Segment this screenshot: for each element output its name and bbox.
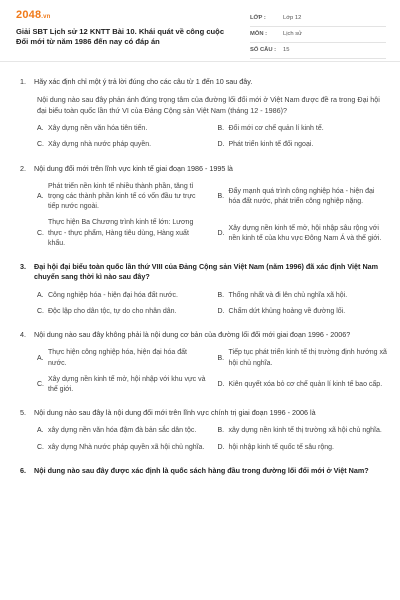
answer-option-c[interactable] bbox=[37, 307, 208, 317]
meta-row-class bbox=[250, 11, 386, 27]
meta-value: Lịch sử bbox=[283, 31, 303, 38]
question-number: 5. bbox=[20, 408, 26, 418]
meta-row-subject bbox=[250, 27, 386, 43]
page-header bbox=[0, 0, 400, 62]
option-letter: D. bbox=[217, 443, 225, 451]
option-text: Thực hiện công nghiệp hóa, hiện đại hóa đất nước. bbox=[48, 349, 187, 367]
answer-options bbox=[37, 348, 388, 395]
option-letter: B. bbox=[217, 125, 225, 133]
question-heading bbox=[20, 164, 388, 174]
question-5 bbox=[20, 408, 388, 453]
question-stem: Nội dung nào sau đây phản ánh đúng trọng tâm của đường lối đổi mới ở Việt Nam được đề ra trong Đại hội đại biểu toàn quốc lần thứ VI của Đảng Cộng sản Việt Nam (tháng 12 - 1986)? bbox=[37, 95, 380, 115]
option-letter: C. bbox=[37, 141, 44, 149]
question-text: Nội dung đổi mới trên lĩnh vực kinh tế giai đoạn 1986 - 1995 là bbox=[34, 163, 233, 173]
option-letter: B. bbox=[217, 193, 225, 201]
option-text: Tiếp tục phát triển kinh tế thị trường định hướng xã hội chủ nghĩa. bbox=[228, 349, 387, 367]
option-letter: B. bbox=[217, 291, 225, 299]
question-2 bbox=[20, 164, 388, 249]
answer-option-d[interactable] bbox=[218, 375, 389, 395]
option-text: Thực hiện Ba Chương trình kinh tế lớn: Lương thực - thực phẩm, Hàng tiêu dùng, Hàng xuất khẩu. bbox=[48, 219, 194, 247]
question-number: 6. bbox=[20, 465, 26, 475]
option-text: Thống nhất và đi lên chủ nghĩa xã hội. bbox=[228, 291, 348, 299]
answer-option-d[interactable] bbox=[218, 140, 389, 150]
question-number: 1. bbox=[20, 77, 26, 86]
option-text: Chấm dứt khủng hoảng về đường lối. bbox=[228, 307, 346, 315]
answer-option-b[interactable] bbox=[218, 291, 389, 301]
answer-option-a[interactable] bbox=[37, 426, 208, 436]
answer-options bbox=[37, 426, 388, 452]
option-text: Đổi mới cơ chế quản lí kinh tế. bbox=[228, 125, 324, 133]
option-text: xây dựng nền văn hóa đậm đà bản sắc dân tộc. bbox=[48, 427, 197, 435]
question-1 bbox=[20, 77, 388, 151]
document-title: Giải SBT Lịch sử 12 KNTT Bài 10. Khái quát về công cuộc Đổi mới từ năm 1986 đến nay có đáp án bbox=[16, 26, 225, 46]
answer-option-a[interactable] bbox=[37, 348, 208, 368]
option-text: Độc lập cho dân tộc, tự do cho nhân dân. bbox=[48, 307, 177, 315]
option-letter: C. bbox=[37, 307, 44, 315]
question-number: 2. bbox=[20, 163, 26, 173]
option-letter: D. bbox=[217, 307, 225, 315]
meta-value: Lớp 12 bbox=[283, 15, 302, 22]
option-text: Xây dựng nền kinh tế mở, hội nhập với khu vực và thế giới. bbox=[48, 375, 206, 393]
question-4 bbox=[20, 330, 388, 395]
answer-option-b[interactable] bbox=[218, 124, 389, 134]
answer-options bbox=[37, 291, 388, 317]
meta-key: SỐ CÂU : bbox=[250, 47, 277, 54]
option-text: xây dựng nền kinh tế thị trường xã hội chủ nghĩa. bbox=[228, 427, 382, 435]
option-text: Xây dựng nền kinh tế mở, hội nhập sâu rộng với nền kinh tế của khu vực Đông Nam Á và thế giới. bbox=[228, 224, 382, 242]
question-text: Nội dung nào sau đây được xác định là quốc sách hàng đầu trong đường lối đổi mới ở Việt Nam? bbox=[34, 465, 369, 475]
option-letter: A. bbox=[37, 291, 44, 299]
question-heading bbox=[20, 330, 388, 340]
answer-options bbox=[37, 124, 388, 150]
option-letter: D. bbox=[217, 229, 225, 237]
question-list bbox=[0, 62, 400, 476]
question-text: Nội dung nào sau đây là nội dung đổi mới trên lĩnh vực chính trị giai đoạn 1996 - 2006 là bbox=[34, 408, 316, 418]
option-letter: A. bbox=[37, 125, 44, 133]
option-letter: D. bbox=[217, 141, 225, 149]
answer-option-c[interactable] bbox=[37, 443, 208, 453]
question-heading bbox=[20, 77, 388, 87]
question-heading bbox=[20, 262, 388, 283]
option-letter: C. bbox=[37, 380, 44, 388]
question-3 bbox=[20, 262, 388, 317]
question-number: 3. bbox=[20, 261, 26, 271]
question-number: 4. bbox=[20, 330, 26, 340]
answer-option-b[interactable] bbox=[218, 348, 389, 368]
question-text: Nội dung nào sau đây không phải là nội dung cơ bản của đường lối đổi mới giai đoạn 1996 - 2006? bbox=[34, 330, 351, 340]
option-letter: B. bbox=[217, 427, 225, 435]
answer-option-a[interactable] bbox=[37, 182, 208, 212]
question-text: Hãy xác định chỉ một ý trả lời đúng cho các câu từ 1 đến 10 sau đây. bbox=[34, 77, 253, 86]
option-letter: A. bbox=[37, 193, 44, 201]
question-text: Đại hội đại biểu toàn quốc lần thứ VIII của Đảng Cộng sản Việt Nam (năm 1996) đã xác định Việt Nam chuyển sang thời kì nào sau đây? bbox=[34, 261, 379, 282]
option-letter: A. bbox=[37, 427, 44, 435]
answer-option-b[interactable] bbox=[218, 426, 389, 436]
option-letter: C. bbox=[37, 443, 44, 451]
meta-value: 15 bbox=[283, 47, 290, 54]
option-text: hội nhập kinh tế quốc tế sâu rộng. bbox=[228, 443, 334, 451]
answer-option-c[interactable] bbox=[37, 140, 208, 150]
answer-option-c[interactable] bbox=[37, 375, 208, 395]
option-text: Xây dựng nhà nước pháp quyền. bbox=[48, 141, 152, 149]
site-logo[interactable]: 2048.vn bbox=[16, 9, 51, 21]
question-6 bbox=[20, 466, 388, 476]
answer-option-d[interactable] bbox=[218, 218, 389, 248]
answer-option-c[interactable] bbox=[37, 218, 208, 248]
option-letter: D. bbox=[217, 380, 225, 388]
question-heading bbox=[20, 466, 388, 476]
answer-option-a[interactable] bbox=[37, 124, 208, 134]
answer-option-d[interactable] bbox=[218, 307, 389, 317]
document-meta bbox=[250, 11, 386, 59]
answer-option-b[interactable] bbox=[218, 182, 389, 212]
option-text: Đẩy mạnh quá trình công nghiệp hóa - hiện đại hóa đất nước, phát triển công nghiệp nặng. bbox=[228, 188, 375, 206]
option-letter: A. bbox=[37, 354, 44, 362]
option-text: Phát triển nền kinh tế nhiều thành phần, tăng tỉ trọng các thành phần kinh tế có vốn đầu tư trực tiếp nước ngoài. bbox=[48, 183, 196, 211]
option-text: Phát triển kinh tế đối ngoại. bbox=[228, 141, 314, 149]
option-text: xây dựng Nhà nước pháp quyền xã hội chủ nghĩa. bbox=[48, 443, 205, 451]
option-text: Xây dựng nền văn hóa tiên tiến. bbox=[48, 125, 148, 133]
option-text: Kiên quyết xóa bỏ cơ chế quản lí kinh tế bao cấp. bbox=[228, 380, 383, 388]
option-letter: B. bbox=[217, 354, 225, 362]
meta-row-count bbox=[250, 43, 386, 59]
option-letter: C. bbox=[37, 229, 44, 237]
question-heading bbox=[20, 408, 388, 418]
answer-options bbox=[37, 182, 388, 249]
answer-option-d[interactable] bbox=[218, 443, 389, 453]
meta-key: LỚP : bbox=[250, 15, 266, 22]
meta-key: MÔN : bbox=[250, 31, 268, 38]
option-text: Công nghiệp hóa - hiện đại hóa đất nước. bbox=[48, 291, 178, 299]
answer-option-a[interactable] bbox=[37, 291, 208, 301]
